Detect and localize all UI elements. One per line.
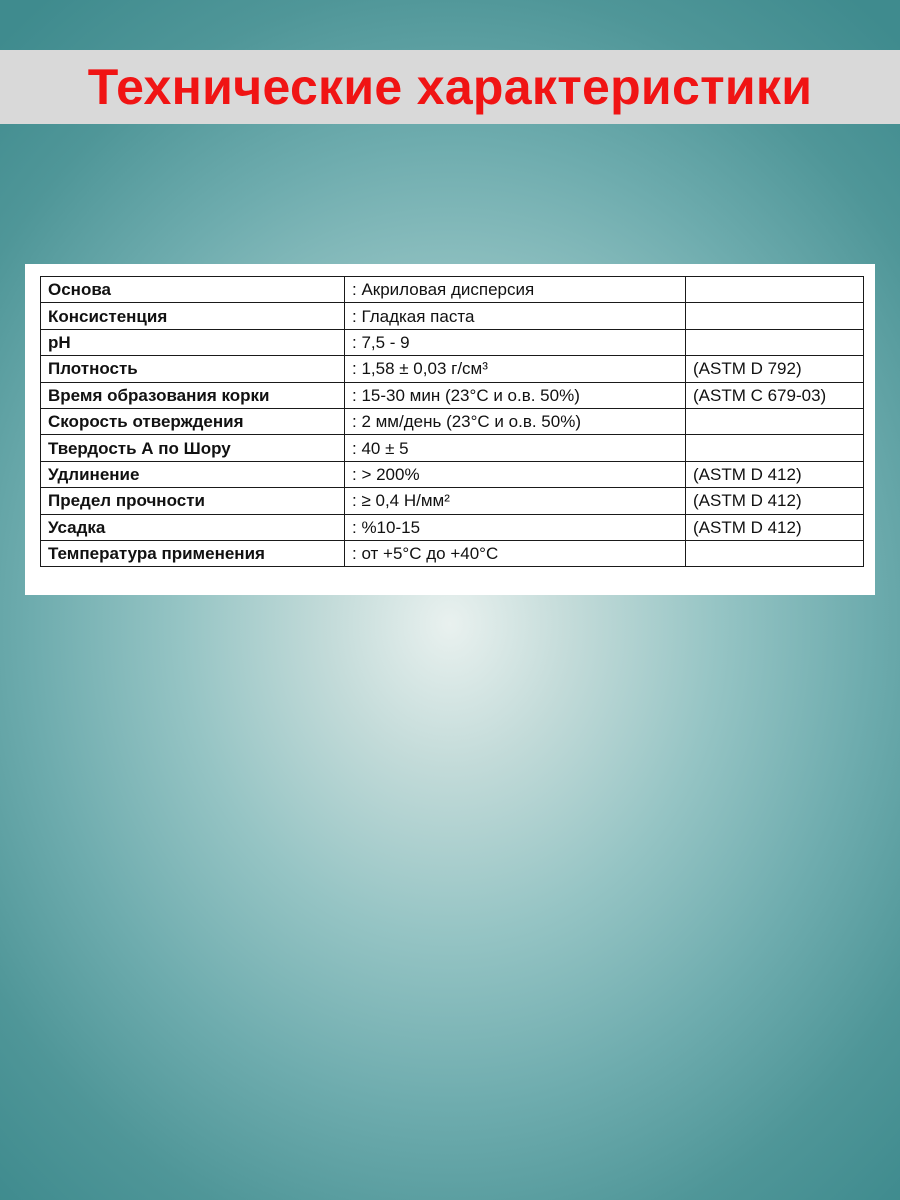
table-row xyxy=(41,461,864,487)
spec-table xyxy=(40,276,864,567)
property-value: : 1,58 ± 0,03 г/см³ xyxy=(345,356,686,382)
test-standard xyxy=(686,408,864,434)
test-standard xyxy=(686,540,864,566)
test-standard: (ASTM D 412) xyxy=(686,488,864,514)
table-row xyxy=(41,277,864,303)
test-standard: (ASTM D 792) xyxy=(686,356,864,382)
property-name: Усадка xyxy=(41,514,345,540)
property-name: Плотность xyxy=(41,356,345,382)
table-row xyxy=(41,329,864,355)
property-value: : Гладкая паста xyxy=(345,303,686,329)
property-value: : от +5°C до +40°C xyxy=(345,540,686,566)
table-row xyxy=(41,303,864,329)
property-value: : Акриловая дисперсия xyxy=(345,277,686,303)
spec-panel xyxy=(25,264,875,595)
table-row xyxy=(41,540,864,566)
test-standard xyxy=(686,277,864,303)
property-value: : 15-30 мин (23°C и о.в. 50%) xyxy=(345,382,686,408)
test-standard xyxy=(686,435,864,461)
property-name: Температура применения xyxy=(41,540,345,566)
test-standard xyxy=(686,329,864,355)
property-value: : 2 мм/день (23°C и о.в. 50%) xyxy=(345,408,686,434)
table-row xyxy=(41,435,864,461)
test-standard: (ASTM D 412) xyxy=(686,461,864,487)
test-standard xyxy=(686,303,864,329)
property-value: : > 200% xyxy=(345,461,686,487)
table-row xyxy=(41,488,864,514)
property-value: : %10-15 xyxy=(345,514,686,540)
property-name: Твердость А по Шору xyxy=(41,435,345,461)
table-row xyxy=(41,408,864,434)
property-name: Скорость отверждения xyxy=(41,408,345,434)
property-name: Время образования корки xyxy=(41,382,345,408)
test-standard: (ASTM C 679-03) xyxy=(686,382,864,408)
test-standard: (ASTM D 412) xyxy=(686,514,864,540)
property-name: pH xyxy=(41,329,345,355)
property-name: Консистенция xyxy=(41,303,345,329)
table-row xyxy=(41,356,864,382)
title-banner xyxy=(0,50,900,124)
property-value: : 7,5 - 9 xyxy=(345,329,686,355)
table-row xyxy=(41,382,864,408)
property-value: : ≥ 0,4 Н/мм² xyxy=(345,488,686,514)
page-title: Технические характеристики xyxy=(87,59,813,115)
table-row xyxy=(41,514,864,540)
property-name: Удлинение xyxy=(41,461,345,487)
property-name: Основа xyxy=(41,277,345,303)
property-value: : 40 ± 5 xyxy=(345,435,686,461)
property-name: Предел прочности xyxy=(41,488,345,514)
